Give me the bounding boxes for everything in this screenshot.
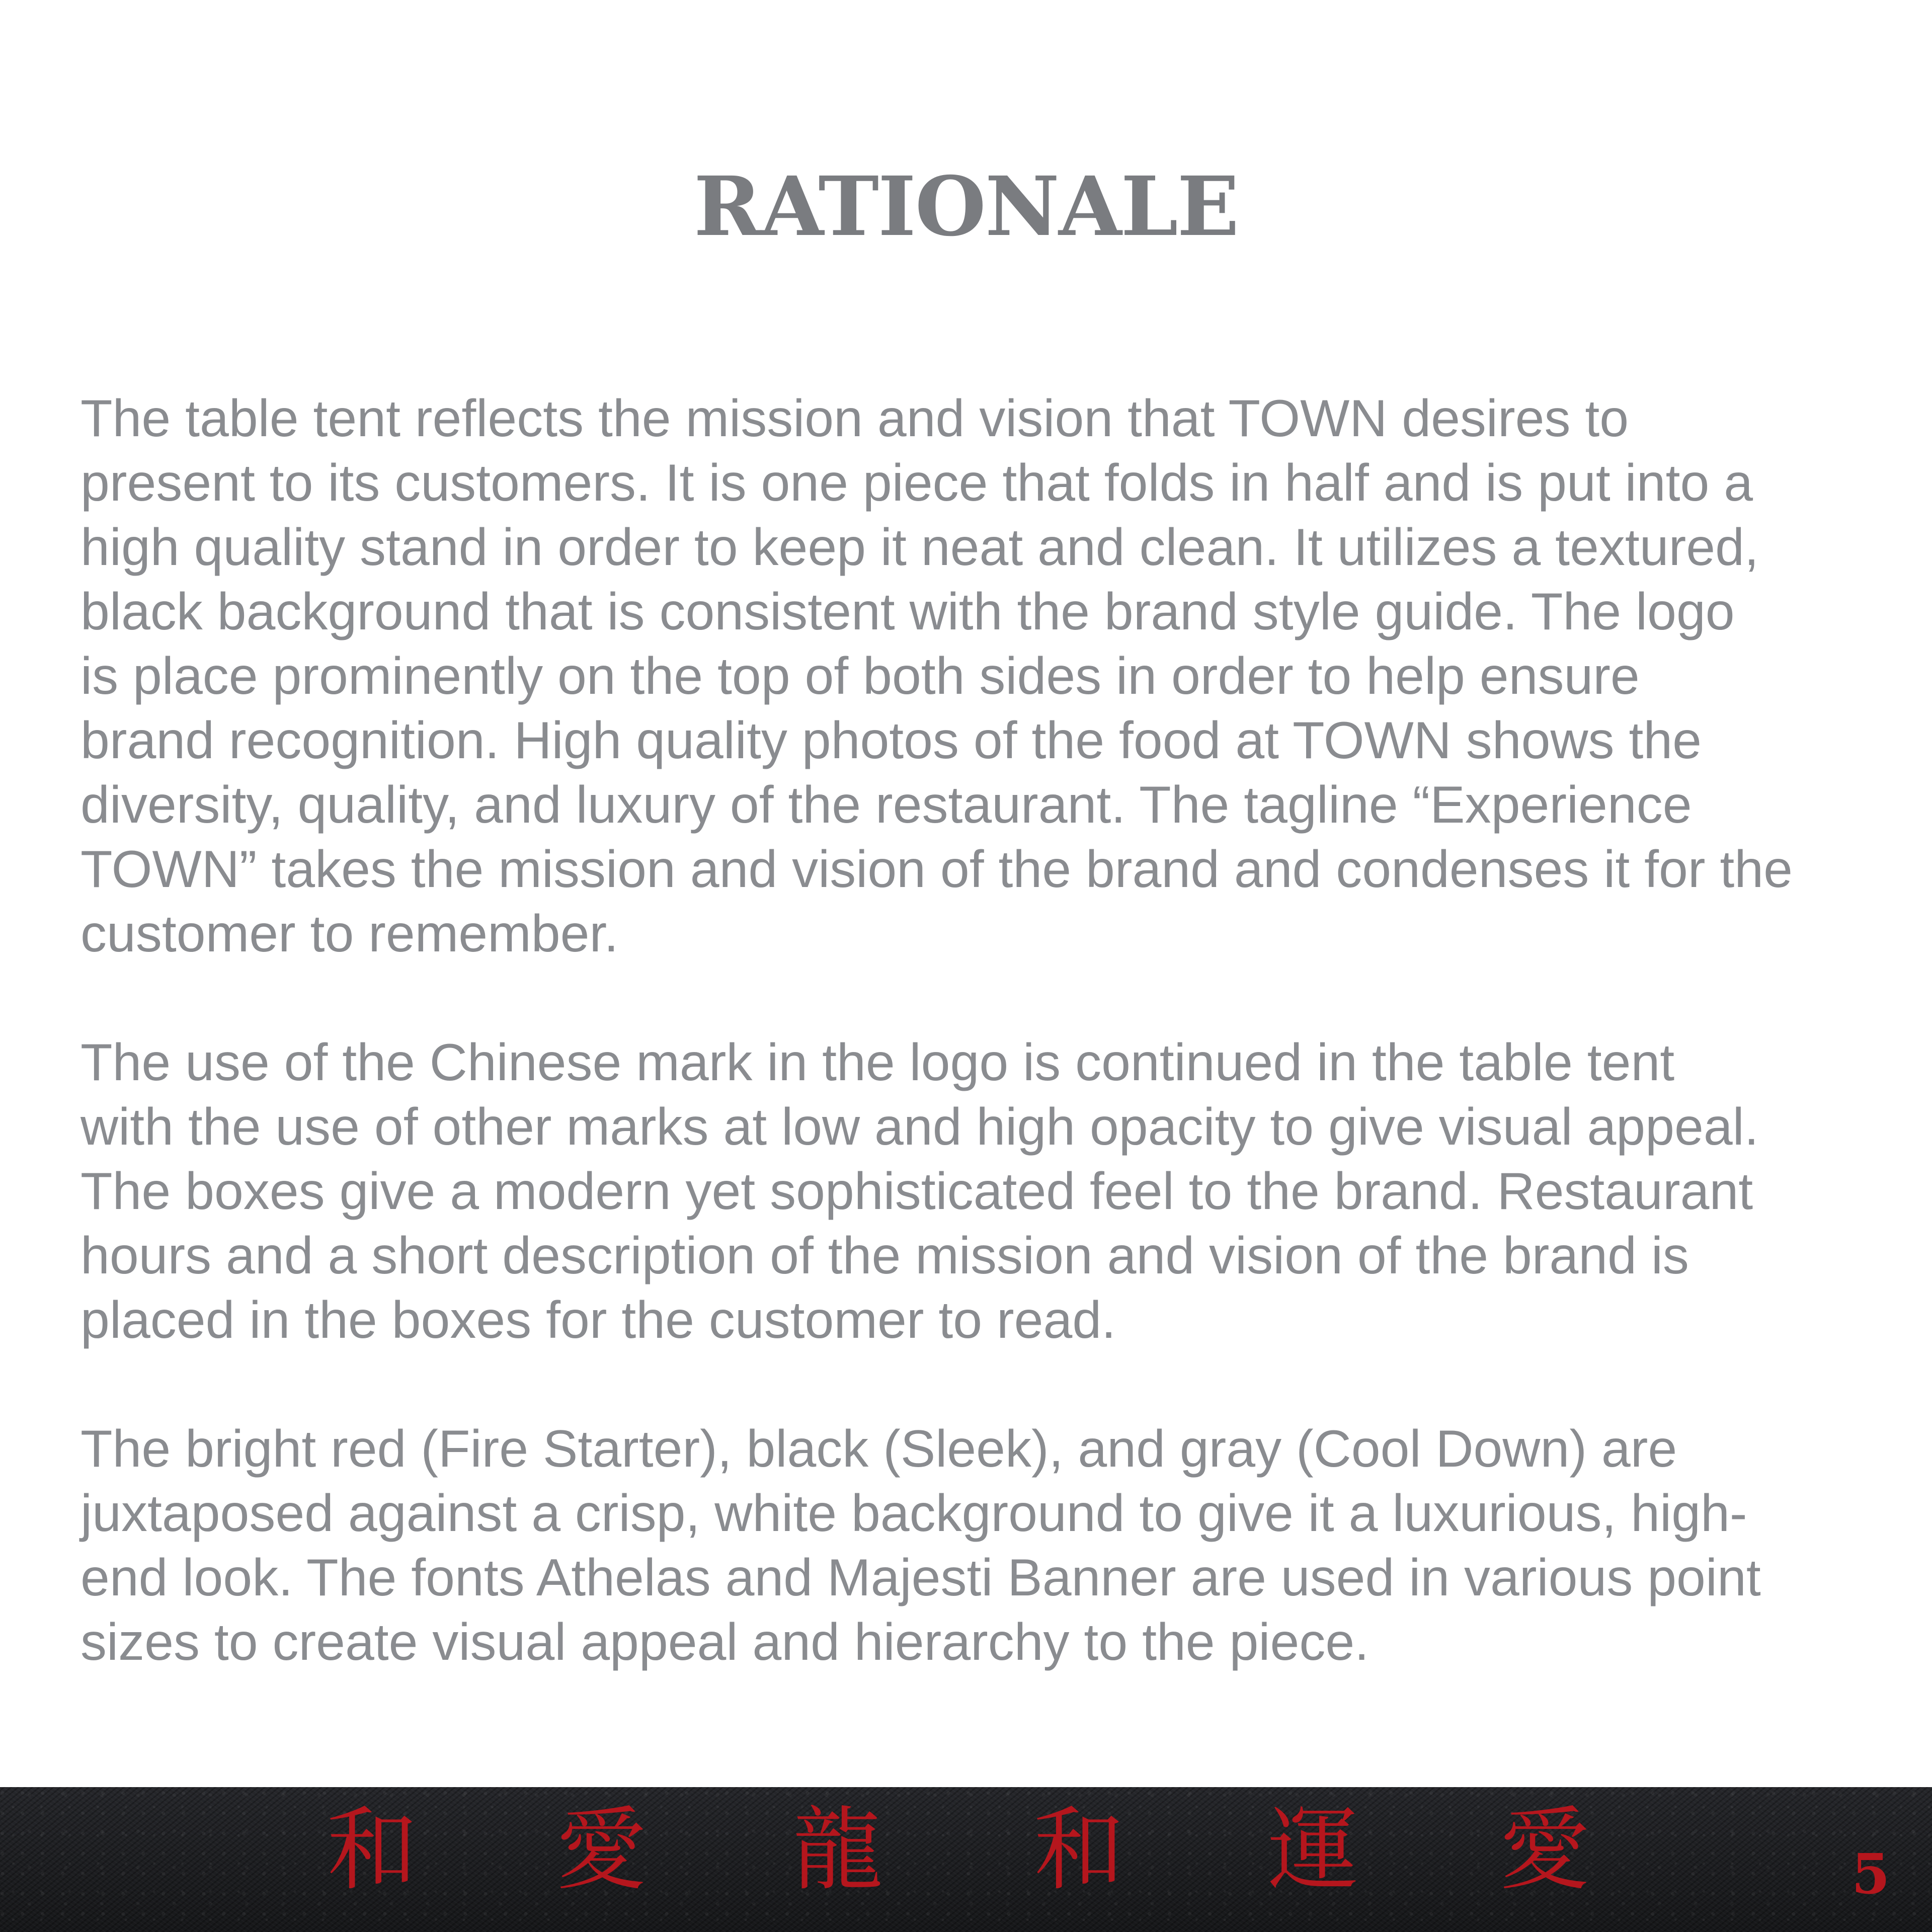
rationale-body: [80, 386, 1872, 1739]
chinese-mark-fortune: 運: [1268, 1798, 1359, 1903]
chinese-mark-harmony: 和: [1034, 1798, 1125, 1903]
paragraph-2: The use of the Chinese mark in the logo is continued in the table tent with the use of other marks at low and high opacity to give visual appeal. The boxes give a modern yet sophisticated feel to the brand. Restaurant hours and a short description of the mission and vision of the brand is placed in the boxes for the customer to read.: [80, 1033, 1759, 1349]
chinese-mark-harmony: 和: [327, 1798, 418, 1903]
page-title: RATIONALE: [693, 159, 1239, 255]
paragraph-3: The bright red (Fire Starter), black (Sleek), and gray (Cool Down) are juxtaposed against a crisp, white background to give it a luxurious, high- end look. The fonts Athelas and Majesti Banner are used in various point sizes to create visual appeal and hierarchy to the piece.: [80, 1420, 1761, 1671]
page-number: 5: [1852, 1841, 1890, 1906]
paragraph-1: The table tent reflects the mission and vision that TOWN desires to present to its customers. It is one piece that folds in half and is put into a high quality stand in order to keep it neat and clean. It utilizes a textured, black background that is consistent with the brand style guide. The logo is place prominently on the top of both sides in order to help ensure brand recognition. High quality photos of the food at TOWN shows the diversity, quality, and luxury of the restaurant. The tagline “Experience TOWN” takes the mission and vision of the brand and condenses it for the customer to remember.: [80, 389, 1793, 963]
chinese-mark-love: 愛: [556, 1798, 647, 1903]
chinese-mark-dragon: 龍: [792, 1798, 883, 1903]
footer-bar: [0, 1787, 1932, 1932]
chinese-mark-love: 愛: [1499, 1798, 1590, 1903]
